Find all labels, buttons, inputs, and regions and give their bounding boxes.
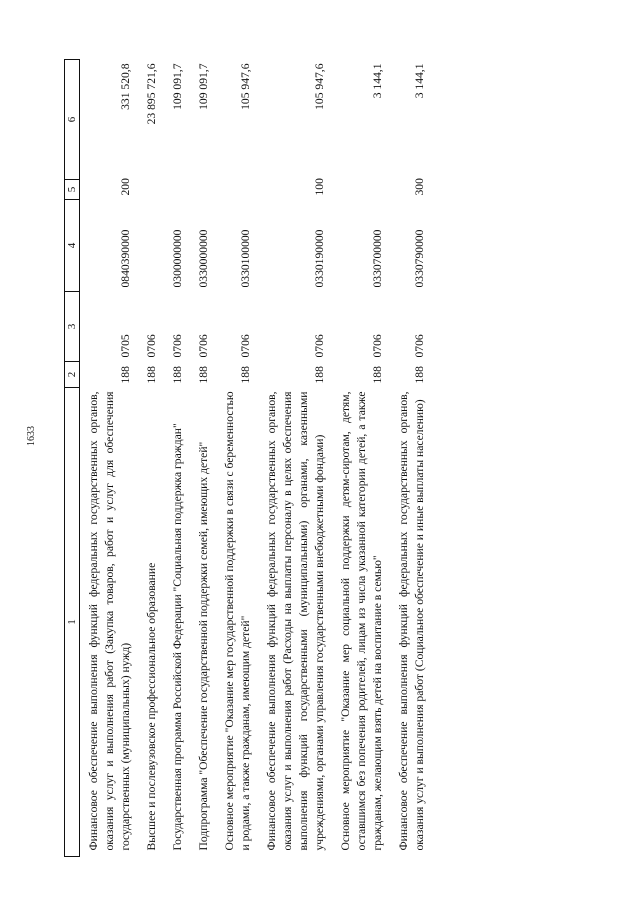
header-col-4: 4 [65, 200, 80, 292]
row-expense-type [212, 180, 254, 200]
row-expense-type [328, 180, 386, 200]
row-section-code: 0706 [313, 334, 326, 358]
row-target-code: 0330190000 [313, 229, 326, 288]
row-amount: 105 947,6 [239, 63, 252, 110]
header-row [65, 60, 80, 857]
table-row [328, 60, 386, 857]
rotated-budget-table [64, 60, 608, 857]
row-ministry-code: 188 [119, 366, 132, 384]
header-col-6: 6 [65, 60, 80, 180]
row-amount: 105 947,6 [313, 63, 326, 110]
header-col-2: 2 [65, 362, 80, 388]
row-ministry-code: 188 [371, 366, 384, 384]
table-row [212, 60, 254, 857]
table-row [254, 60, 328, 857]
row-amount: 3 144,1 [413, 63, 426, 99]
row-target-code: 0840390000 [119, 229, 132, 288]
page-number: 1633 [26, 426, 37, 446]
row-section-code: 0706 [239, 334, 252, 358]
row-ministry-code: 188 [145, 366, 158, 384]
row-ministry-code: 188 [239, 366, 252, 384]
row-name: Государственная программа Российской Федерации "Социальная поддержка граждан" [171, 423, 184, 851]
table-row [134, 60, 160, 857]
table-row [80, 60, 135, 857]
row-target-code: 0300000000 [171, 229, 184, 288]
row-name: Подпрограмма "Обеспечение государственной поддержки семей, имеющих детей" [197, 441, 210, 851]
row-expense-type: 100 [313, 178, 326, 196]
row-expense-type [134, 180, 160, 200]
row-section-code: 0706 [171, 334, 184, 358]
row-target-code: 0330790000 [413, 229, 426, 288]
row-section-code: 0706 [145, 334, 158, 358]
row-name: Высшее и послевузовское профессиональное образование [145, 562, 158, 851]
row-name: Основное мероприятие "Оказание мер социальной поддержки детям-сиротам, детям, оставшимся без попечения родителей, лицам из числа указанной категории детей, а также гражданам, желающим взять детей на воспитание в семью" [339, 391, 384, 851]
row-section-code: 0705 [119, 334, 132, 358]
row-ministry-code: 188 [171, 366, 184, 384]
row-amount: 3 144,1 [371, 63, 384, 99]
row-expense-type [186, 180, 212, 200]
row-name: Финансовое обеспечение выполнения функций федеральных государственных органов, оказания услуг и выполнения работ (Социальное обеспечение и иные выплаты населению) [397, 391, 426, 851]
row-name: Основное мероприятие "Оказание мер государственной поддержки в связи с беременностью и родами, а также гражданам, имеющим детей" [223, 391, 252, 851]
row-section-code: 0706 [371, 334, 384, 358]
header-col-3: 3 [65, 292, 80, 362]
row-ministry-code: 188 [197, 366, 210, 384]
row-amount: 23 895 721,6 [145, 63, 158, 125]
budget-table [64, 59, 428, 857]
row-target-code: 0330100000 [239, 229, 252, 288]
row-name: Финансовое обеспечение выполнения функций федеральных государственных органов, оказания услуг и выполнения работ (Расходы на выплаты персоналу в целях обеспечения выполнения функций государственными (муниципальными) органами, казенными учреждениями, органами управления государственными внебюджетными фондами) [265, 391, 326, 851]
row-target-code: 0330000000 [197, 229, 210, 288]
row-amount: 331 520,8 [119, 63, 132, 110]
row-expense-type: 300 [413, 178, 426, 196]
row-target-code [134, 200, 160, 292]
row-expense-type: 200 [119, 178, 132, 196]
table-row [386, 60, 428, 857]
row-amount: 109 091,7 [171, 63, 184, 110]
row-amount: 109 091,7 [197, 63, 210, 110]
header-col-5: 5 [65, 180, 80, 200]
table-row [160, 60, 186, 857]
row-expense-type [160, 180, 186, 200]
row-section-code: 0706 [413, 334, 426, 358]
row-name: Финансовое обеспечение выполнения функций федеральных государственных органов, оказания услуг и выполнения работ (Закупка товаров, работ и услуг для обеспечения государственных (муниципальных) нужд) [87, 391, 132, 851]
table-row [186, 60, 212, 857]
row-ministry-code: 188 [413, 366, 426, 384]
header-col-1: 1 [65, 388, 80, 857]
row-target-code: 0330700000 [371, 229, 384, 288]
row-section-code: 0706 [197, 334, 210, 358]
row-ministry-code: 188 [313, 366, 326, 384]
